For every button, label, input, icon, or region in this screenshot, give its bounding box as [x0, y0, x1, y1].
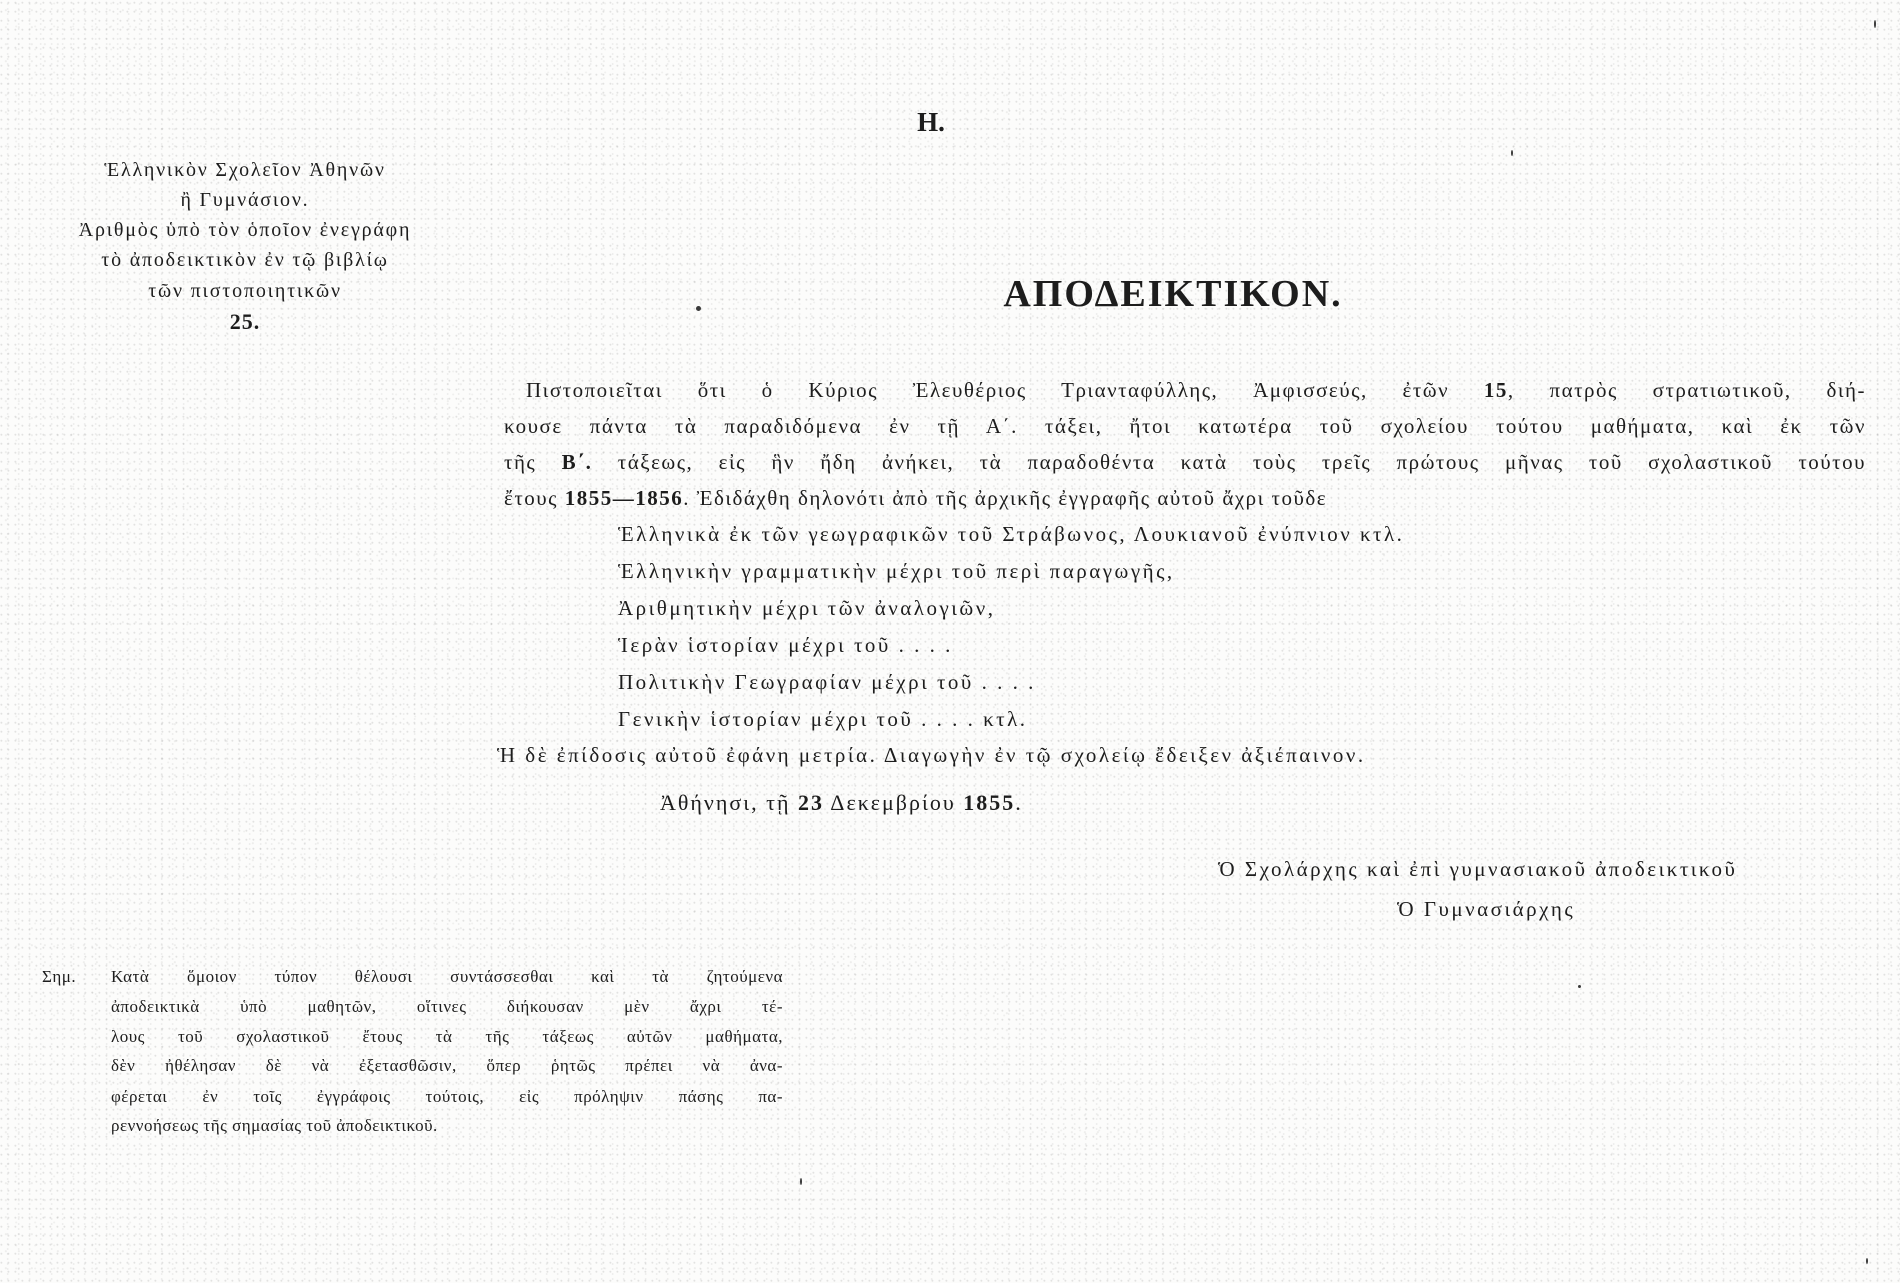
note-line: φέρεται ἐν τοῖς ἐγγράφοις τούτοις, εἰς πρόληψιν πάσης πα-	[111, 1087, 783, 1106]
scan-speck	[1511, 150, 1513, 156]
document-title: ΑΠΟΔΕΙΚΤΙΚΟΝ.	[1003, 273, 1343, 315]
date-month: Δεκεμβρίου	[824, 790, 964, 815]
note-line: δὲν ἠθέλησαν δὲ νὰ ἐξετασθῶσιν, ὅπερ ῥητῶς πρέπει νὰ ἀνα-	[111, 1056, 783, 1075]
school-year: 1855—1856	[564, 486, 684, 510]
certificate-paragraph-line	[504, 480, 1866, 516]
date-text: .	[1015, 790, 1023, 815]
signature-title-line: Ὁ Γυμνασιάρχης	[1397, 897, 1576, 921]
paragraph-text: κουσε πάντα τὰ παραδιδόμενα ἐν τῇ Α΄. τάξει, ἤτοι κατωτέρα τοῦ σχολείου τούτου μαθήματα, καὶ ἐκ τῶν	[504, 414, 1866, 438]
certificate-paragraph-line	[504, 444, 1866, 480]
scan-speck	[1874, 20, 1876, 28]
note-label: Σημ.	[42, 967, 77, 986]
note-line: ἀποδεικτικὰ ὑπὸ μαθητῶν, οἵτινες διήκουσαν μὲν ἄχρι τέ-	[111, 997, 783, 1016]
school-type-line: ἢ Γυμνάσιον.	[180, 189, 310, 211]
paragraph-text: τάξεως, εἰς ἣν ἤδη ἀνήκει, τὰ παραδοθέντα κατὰ τοὺς τρεῖς πρώτους μῆνας τοῦ σχολαστικοῦ τούτου	[592, 450, 1866, 474]
subject-item: Πολιτικὴν Γεωγραφίαν μέχρι τοῦ . . . .	[618, 670, 1036, 694]
scan-speck	[800, 1178, 802, 1185]
paragraph-text: , πατρὸς στρατιωτικοῦ, διή-	[1507, 378, 1866, 402]
note-line: ρεννοήσεως τῆς σημασίας τοῦ ἀποδεικτικοῦ.	[111, 1116, 438, 1135]
scan-speck	[696, 306, 701, 311]
note-line: λους τοῦ σχολαστικοῦ ἔτους τὰ τῆς τάξεως αὐτῶν μαθήματα,	[111, 1027, 783, 1046]
section-letter: Η.	[917, 107, 945, 137]
issue-date	[660, 785, 1023, 821]
paragraph-text: Πιστοποιεῖται ὅτι ὁ Κύριος Ἐλευθέριος Τριανταφύλλης, Ἀμφισσεύς, ἐτῶν	[526, 378, 1484, 402]
register-caption-line: Ἀριθμὸς ὑπὸ τὸν ὁποῖον ἐνεγράφη	[78, 219, 412, 241]
student-age: 15	[1483, 378, 1508, 402]
certificate-paragraph-line	[526, 372, 1866, 408]
register-caption-line: τὸ ἀποδεικτικὸν ἐν τῷ βιβλίῳ	[101, 249, 389, 271]
paragraph-text: τῆς	[504, 450, 562, 474]
note-line: Κατὰ ὅμοιον τύπον θέλουσι συντάσσεσθαι καὶ τὰ ζητούμενα	[111, 967, 783, 986]
subject-item: Ἱερὰν ἱστορίαν μέχρι τοῦ . . . .	[618, 633, 953, 657]
paragraph-text: . Ἐδιδάχθη δηλονότι ἀπὸ τῆς ἀρχικῆς ἐγγραφῆς αὐτοῦ ἄχρι τοῦδε	[683, 486, 1328, 510]
signature-title-line: Ὁ Σχολάρχης καὶ ἐπὶ γυμνασιακοῦ ἀποδεικτικοῦ	[1218, 857, 1738, 881]
subject-item: Γενικὴν ἱστορίαν μέχρι τοῦ . . . . κτλ.	[618, 707, 1028, 731]
register-caption-line: τῶν πιστοποιητικῶν	[148, 280, 342, 302]
date-day: 23	[798, 790, 825, 815]
paragraph-text: ἔτους	[504, 486, 565, 510]
date-text: Ἀθήνησι, τῇ	[660, 790, 799, 815]
certificate-paragraph-line	[504, 408, 1866, 444]
scan-speck	[1866, 1258, 1868, 1264]
subject-item: Ἑλληνικὰ ἐκ τῶν γεωγραφικῶν τοῦ Στράβωνος, Λουκιανοῦ ἐνύπνιον κτλ.	[618, 522, 1405, 546]
date-year: 1855	[963, 790, 1016, 815]
register-number: 25.	[229, 309, 261, 334]
subject-item: Ἑλληνικὴν γραμματικὴν μέχρι τοῦ περὶ παραγωγῆς,	[618, 559, 1175, 583]
conduct-statement: Ἡ δὲ ἐπίδοσις αὐτοῦ ἐφάνη μετρία. Διαγωγὴν ἐν τῷ σχολείῳ ἔδειξεν ἀξιέπαινον.	[497, 743, 1366, 767]
scan-speck	[1578, 985, 1581, 988]
subject-item: Ἀριθμητικὴν μέχρι τῶν ἀναλογιῶν,	[618, 596, 996, 620]
school-name-line: Ἑλληνικὸν Σχολεῖον Ἀθηνῶν	[104, 159, 386, 181]
class-number: Β΄.	[561, 450, 593, 474]
